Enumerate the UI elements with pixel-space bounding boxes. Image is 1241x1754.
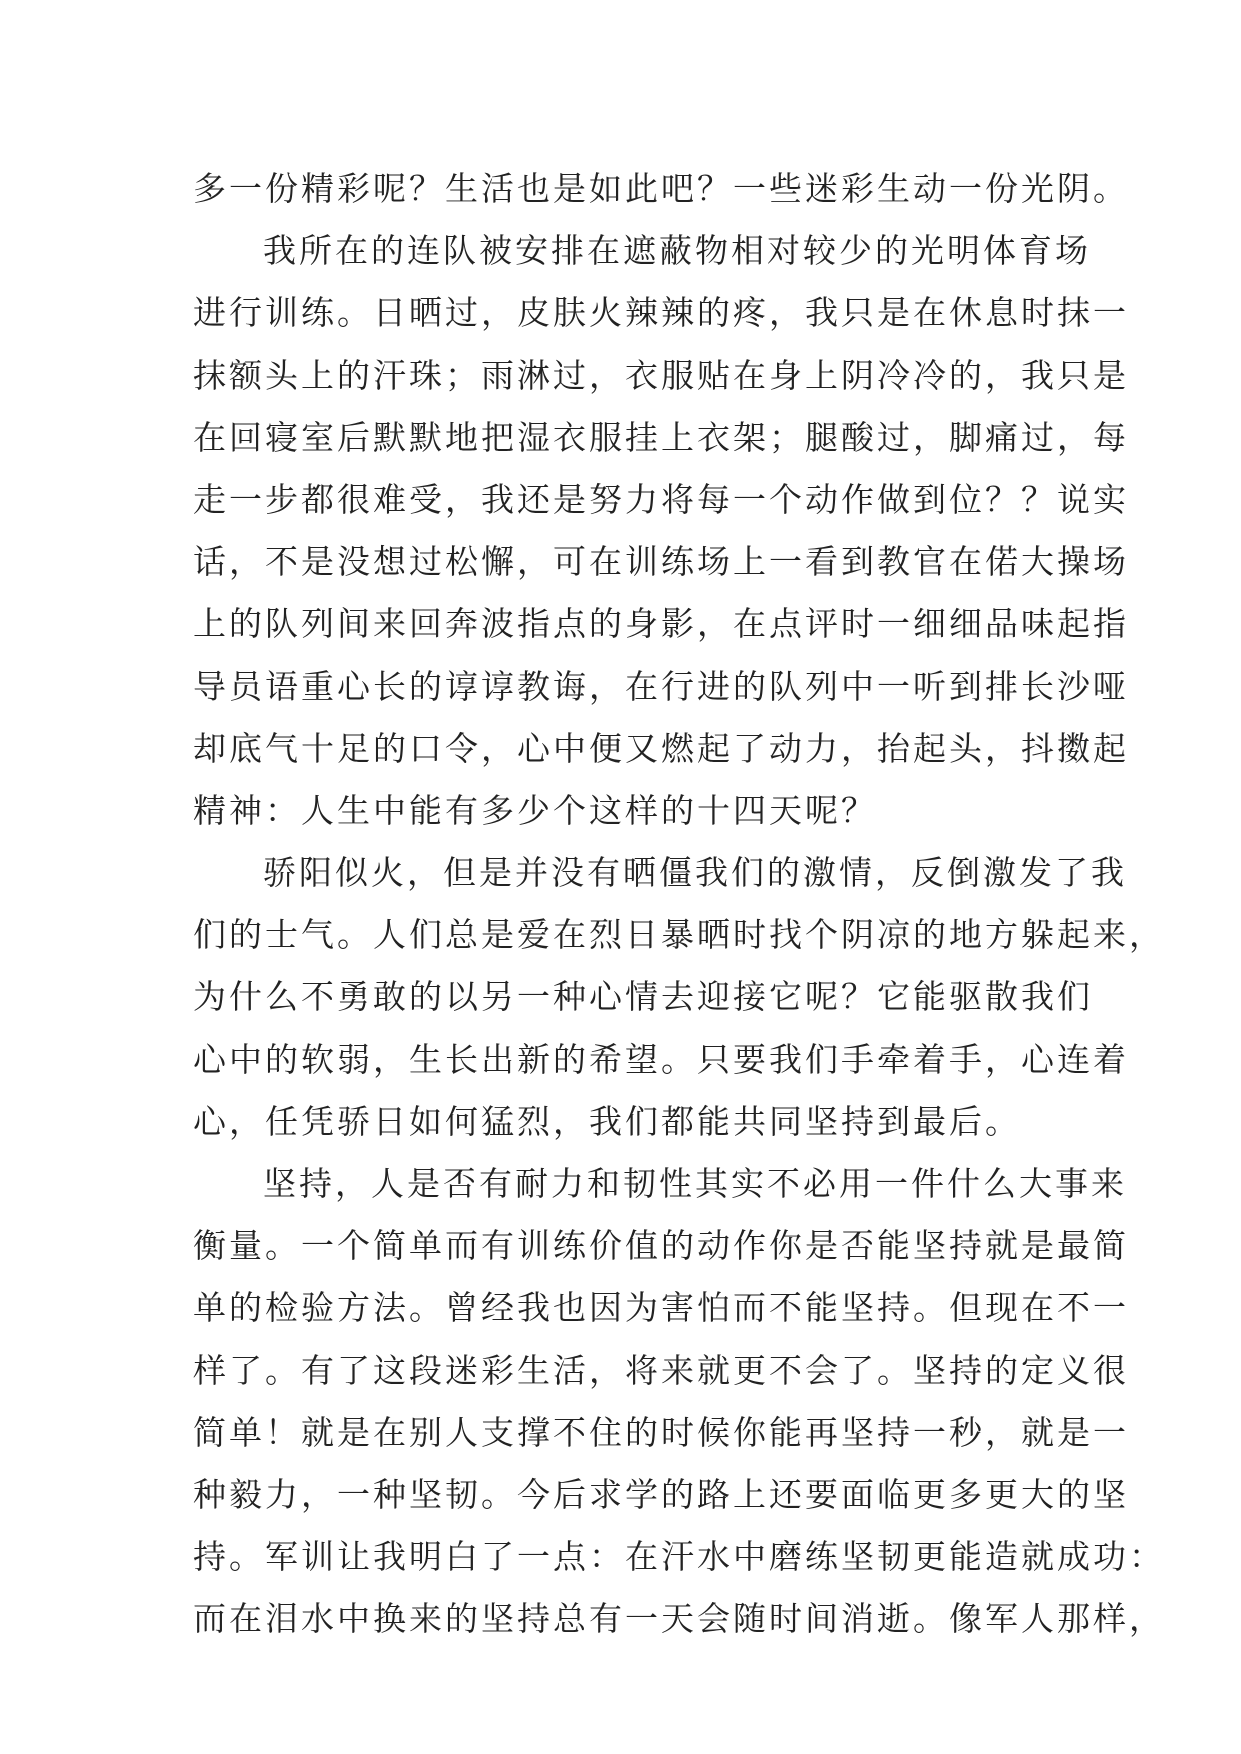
text-line: 多一份精彩呢？生活也是如此吧？一些迷彩生动一份光阴。 bbox=[193, 169, 1129, 208]
text-line: 种毅力，一种坚韧。今后求学的路上还要面临更多更大的坚 bbox=[193, 1474, 1129, 1514]
text-line: 为什么不勇敢的以另一种心情去迎接它呢？它能驱散我们 bbox=[193, 977, 1093, 1017]
text-line: 在回寝室后默默地把湿衣服挂上衣架；腿酸过，脚痛过，每 bbox=[193, 417, 1129, 457]
text-line: 单的检验方法。曾经我也因为害怕而不能坚持。但现在不一 bbox=[193, 1288, 1129, 1328]
text-line: 简单！就是在别人支撑不住的时候你能再坚持一秒，就是一 bbox=[193, 1412, 1129, 1452]
text-line: 抹额头上的汗珠；雨淋过，衣服贴在身上阴冷冷的，我只是 bbox=[193, 355, 1129, 395]
text-line: 上的队列间来回奔波指点的身影，在点评时一细细品味起指 bbox=[193, 604, 1129, 644]
text-line: 衡量。一个简单而有训练价值的动作你是否能坚持就是最简 bbox=[193, 1226, 1129, 1266]
text-line: 走一步都很难受，我还是努力将每一个动作做到位？？说实 bbox=[193, 479, 1129, 519]
text-line: 导员语重心长的谆谆教诲，在行进的队列中一听到排长沙哑 bbox=[193, 666, 1129, 706]
text-line: 们的士气。人们总是爱在烈日暴晒时找个阴凉的地方躲起来， bbox=[193, 915, 1165, 955]
text-line: 却底气十足的口令，心中便又燃起了动力，抬起头，抖擞起 bbox=[193, 728, 1129, 768]
text-line: 持。军训让我明白了一点：在汗水中磨练坚韧更能造就成功： bbox=[193, 1537, 1165, 1577]
paragraph-start-line: 骄阳似火，但是并没有晒僵我们的激情，反倒激发了我 bbox=[263, 853, 1127, 893]
text-line: 话，不是没想过松懈，可在训练场上一看到教官在偌大操场 bbox=[193, 542, 1129, 582]
text-line: 心，任凭骄日如何猛烈，我们都能共同坚持到最后。 bbox=[193, 1101, 1021, 1141]
paragraph-start-line: 我所在的连队被安排在遮蔽物相对较少的光明体育场 bbox=[263, 231, 1091, 271]
text-line: 心中的软弱，生长出新的希望。只要我们手牵着手，心连着 bbox=[193, 1039, 1129, 1079]
text-line: 而在泪水中换来的坚持总有一天会随时间消逝。像军人那样， bbox=[193, 1599, 1165, 1639]
text-line: 进行训练。日晒过，皮肤火辣辣的疼，我只是在休息时抹一 bbox=[193, 293, 1129, 333]
body-text bbox=[193, 158, 1165, 1651]
paragraph-start-line: 坚持，人是否有耐力和韧性其实不必用一件什么大事来 bbox=[263, 1164, 1127, 1203]
text-line: 样了。有了这段迷彩生活，将来就更不会了。坚持的定义很 bbox=[193, 1350, 1129, 1390]
text-line: 精神：人生中能有多少个这样的十四天呢？ bbox=[193, 790, 877, 830]
